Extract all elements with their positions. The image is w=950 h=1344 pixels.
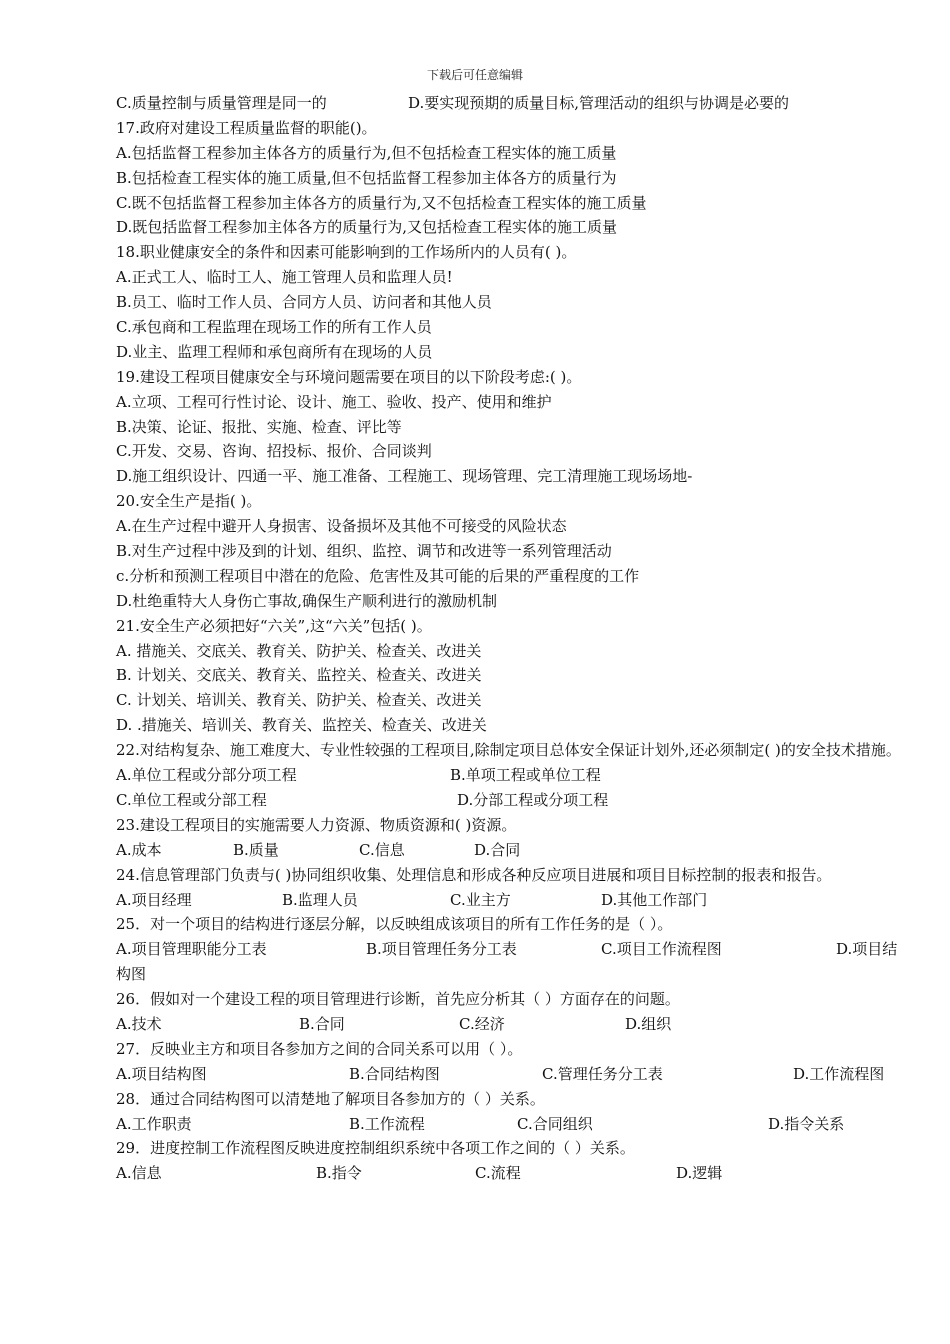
question-text: 27．反映业主方和项目各参加方之间的合同关系可以用（ ）。: [116, 1039, 523, 1058]
option-text: C.经济: [459, 1014, 505, 1033]
option-text: C.单位工程或分部工程: [116, 790, 267, 809]
page-header: 下载后可任意编辑: [426, 68, 523, 82]
option-row: [116, 838, 908, 863]
option-text: B.合同结构图: [349, 1064, 440, 1083]
answer-line: C.开发、交易、咨询、招投标、报价、合同谈判: [116, 442, 432, 461]
option-text: D.工作流程图: [793, 1064, 885, 1083]
option-text: D.组织: [625, 1014, 672, 1033]
question-text: 26．假如对一个建设工程的项目管理进行诊断，首先应分析其（ ）方面存在的问题。: [116, 990, 680, 1009]
option-text: D.分部工程或分项工程: [457, 790, 609, 809]
answer-line: D.施工组织设计、四通一平、施工准备、工程施工、现场管理、完工清理施工现场场地-: [116, 467, 693, 486]
option-text: C.业主方: [450, 890, 511, 909]
answer-line: B.决策、论证、报批、实施、检查、评比等: [116, 417, 402, 436]
option-row: [116, 937, 908, 962]
option-text: A.成本: [116, 840, 162, 859]
question-text: 18.职业健康安全的条件和因素可能影响到的工作场所内的人员有( )。: [116, 243, 577, 262]
answer-line: B. 计划关、交底关、教育关、监控关、检查关、改进关: [116, 666, 482, 685]
answer-line: C. 计划关、培训关、教育关、防护关、检查关、改进关: [116, 691, 482, 710]
option-text: A.项目结构图: [116, 1064, 207, 1083]
option-text: D.逻辑: [676, 1164, 723, 1183]
option-row: [116, 91, 908, 116]
option-row: [116, 1112, 908, 1137]
document-body: [116, 91, 908, 1186]
question-text: 22.对结构复杂、施工难度大、专业性较强的工程项目,除制定项目总体安全保证计划外,还必须制定( )的安全技术措施。: [116, 741, 901, 760]
option-text: B.监理人员: [282, 890, 358, 909]
option-text: B.工作流程: [349, 1114, 425, 1133]
option-text: D.其他工作部门: [601, 890, 708, 909]
question-text: 28．通过合同结构图可以清楚地了解项目各参加方的（ ）关系。: [116, 1089, 545, 1108]
option-text: C.项目工作流程图: [601, 940, 722, 959]
answer-line: B.对生产过程中涉及到的计划、组织、监控、调节和改进等一系列管理活动: [116, 542, 612, 561]
question-text: 19.建设工程项目健康安全与环境问题需要在项目的以下阶段考虑:( )。: [116, 367, 582, 386]
answer-line: B.员工、临时工作人员、合同方人员、访问者和其他人员: [116, 293, 492, 312]
option-row: [116, 763, 908, 788]
question-text: 25．对一个项目的结构进行逐层分解，以反映组成该项目的所有工作任务的是（ ）。: [116, 915, 673, 934]
option-text: A.项目管理职能分工表: [116, 940, 267, 959]
option-text: A.项目经理: [116, 890, 192, 909]
answer-line: C.既不包括监督工程参加主体各方的质量行为,又不包括检查工程实体的施工质量: [116, 193, 647, 212]
answer-line: D.业主、监理工程师和承包商所有在现场的人员: [116, 342, 433, 361]
option-text: C.流程: [475, 1164, 521, 1183]
option-text: A.工作职责: [116, 1114, 192, 1133]
question-text: 20.安全生产是指( )。: [116, 492, 262, 511]
option-text: B.项目管理任务分工表: [366, 940, 517, 959]
answer-line: c.分析和预测工程项目中潜在的危险、危害性及其可能的后果的严重程度的工作: [116, 566, 640, 585]
option-text: C.信息: [359, 840, 405, 859]
answer-line: A.在生产过程中避开人身损害、设备损坏及其他不可接受的风险状态: [116, 517, 567, 536]
answer-line: B.包括检查工程实体的施工质量,但不包括监督工程参加主体各方的质量行为: [116, 168, 617, 187]
option-text: C.质量控制与质量管理是同一的: [116, 94, 327, 112]
answer-line: D.既包括监督工程参加主体各方的质量行为,又包括检查工程实体的施工质量: [116, 218, 618, 237]
answer-line: A.立项、工程可行性讨论、设计、施工、验收、投产、使用和维护: [116, 392, 552, 411]
option-text: C.合同组织: [517, 1114, 593, 1133]
option-row: [116, 888, 908, 913]
option-text: A.单位工程或分部分项工程: [116, 766, 297, 785]
option-row: [116, 788, 908, 813]
option-row: [116, 1012, 908, 1037]
question-text: 29．进度控制工作流程图反映进度控制组织系统中各项工作之间的（ ）关系。: [116, 1139, 635, 1158]
option-text: B.单项工程或单位工程: [450, 766, 601, 785]
answer-line: A.正式工人、临时工人、施工管理人员和监理人员!: [116, 268, 453, 287]
question-text: 17.政府对建设工程质量监督的职能()。: [116, 118, 377, 137]
option-text: B.合同: [299, 1014, 345, 1033]
option-row: [116, 1062, 908, 1087]
answer-line: A. 措施关、交底关、教育关、防护关、检查关、改进关: [116, 641, 482, 660]
option-text: B.指令: [316, 1164, 362, 1183]
option-text: C.管理任务分工表: [542, 1064, 663, 1083]
answer-line: 构图: [116, 965, 147, 984]
answer-line: D. .措施关、培训关、教育关、监控关、检查关、改进关: [116, 716, 487, 735]
question-text: 21.安全生产必须把好“六关”,这“六关”包括( )。: [116, 616, 432, 635]
option-row: [116, 1161, 908, 1186]
option-text: B.质量: [233, 840, 279, 859]
option-text: D.合同: [474, 840, 521, 859]
question-text: 23.建设工程项目的实施需要人力资源、物质资源和( )资源。: [116, 815, 517, 834]
option-text: D.要实现预期的质量目标,管理活动的组织与协调是必要的: [408, 94, 790, 112]
answer-line: C.承包商和工程监理在现场工作的所有工作人员: [116, 318, 432, 337]
answer-line: A.包括监督工程参加主体各方的质量行为,但不包括检查工程实体的施工质量: [116, 143, 617, 162]
option-text: A.技术: [116, 1014, 162, 1033]
option-text: A.信息: [116, 1164, 162, 1183]
answer-line: D.杜绝重特大人身伤亡事故,确保生产顺利进行的激励机制: [116, 591, 498, 610]
option-text: D.项目结: [836, 940, 898, 959]
option-text: D.指令关系: [768, 1114, 845, 1133]
question-text: 24.信息管理部门负责与( )协同组织收集、处理信息和形成各种反应项目进展和项目目标控制的报表和报告。: [116, 865, 832, 884]
